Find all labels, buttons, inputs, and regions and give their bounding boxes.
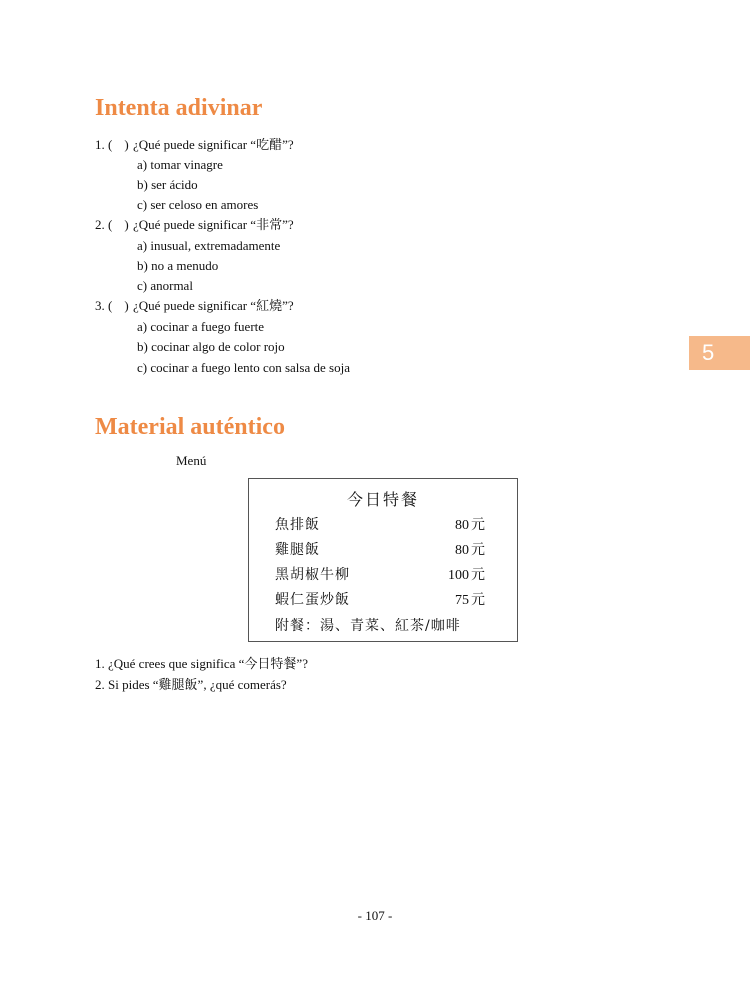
menu-question-2: 2. Si pides “雞腿飯”, ¿qué comerás?	[95, 677, 287, 692]
question-1-option-c: c) ser celoso en amores	[137, 197, 259, 212]
question-1-option-b: b) ser ácido	[137, 177, 198, 192]
question-2-option-b: b) no a menudo	[137, 258, 219, 273]
question-1-option-a: a) tomar vinagre	[137, 157, 223, 172]
question-2-text: ¿Qué puede significar “非常”?	[133, 217, 294, 232]
section-title-guess: Intenta adivinar	[95, 95, 263, 121]
menu-item-dish: 雞腿飯	[275, 542, 320, 558]
question-3-text: ¿Qué puede significar “紅燒”?	[133, 298, 294, 313]
question-3: 3. ( ) ¿Qué puede significar “紅燒”?	[95, 298, 294, 313]
menu-item-price: 80 元	[455, 517, 485, 533]
question-2-option-a: a) inusual, extremadamente	[137, 238, 281, 253]
menu-item-price: 75 元	[455, 592, 485, 608]
menu-item-price: 100 元	[448, 567, 485, 583]
question-1: 1. ( ) ¿Qué puede significar “吃醋”?	[95, 137, 294, 152]
menu-item	[275, 539, 485, 561]
menu-item-dish: 黑胡椒牛柳	[275, 567, 350, 583]
section-title-authentic: Material auténtico	[95, 414, 285, 440]
menu-item	[275, 564, 485, 586]
menu-item	[275, 589, 485, 611]
question-3-option-b: b) cocinar algo de color rojo	[137, 339, 285, 354]
menu-title: 今日特餐	[346, 490, 419, 509]
menu-label: Menú	[176, 453, 207, 468]
question-3-option-c: c) cocinar a fuego lento con salsa de soja	[137, 360, 350, 375]
menu-item	[275, 514, 485, 536]
page-number: - 107 -	[357, 908, 393, 923]
question-3-option-a: a) cocinar a fuego fuerte	[137, 319, 265, 334]
chapter-tab: 5	[689, 336, 750, 370]
menu-item-dish: 魚排飯	[275, 517, 320, 533]
menu-extras: 附餐：湯、青菜、紅茶/咖啡	[275, 618, 461, 634]
question-2-option-c: c) anormal	[137, 278, 193, 293]
question-2: 2. ( ) ¿Qué puede significar “非常”?	[95, 217, 294, 232]
question-1-text: ¿Qué puede significar “吃醋”?	[133, 137, 294, 152]
menu-card	[248, 478, 518, 642]
menu-item-price: 80 元	[455, 542, 485, 558]
menu-item-dish: 蝦仁蛋炒飯	[275, 592, 350, 608]
menu-question-1: 1. ¿Qué crees que significa “今日特餐”?	[95, 656, 308, 671]
